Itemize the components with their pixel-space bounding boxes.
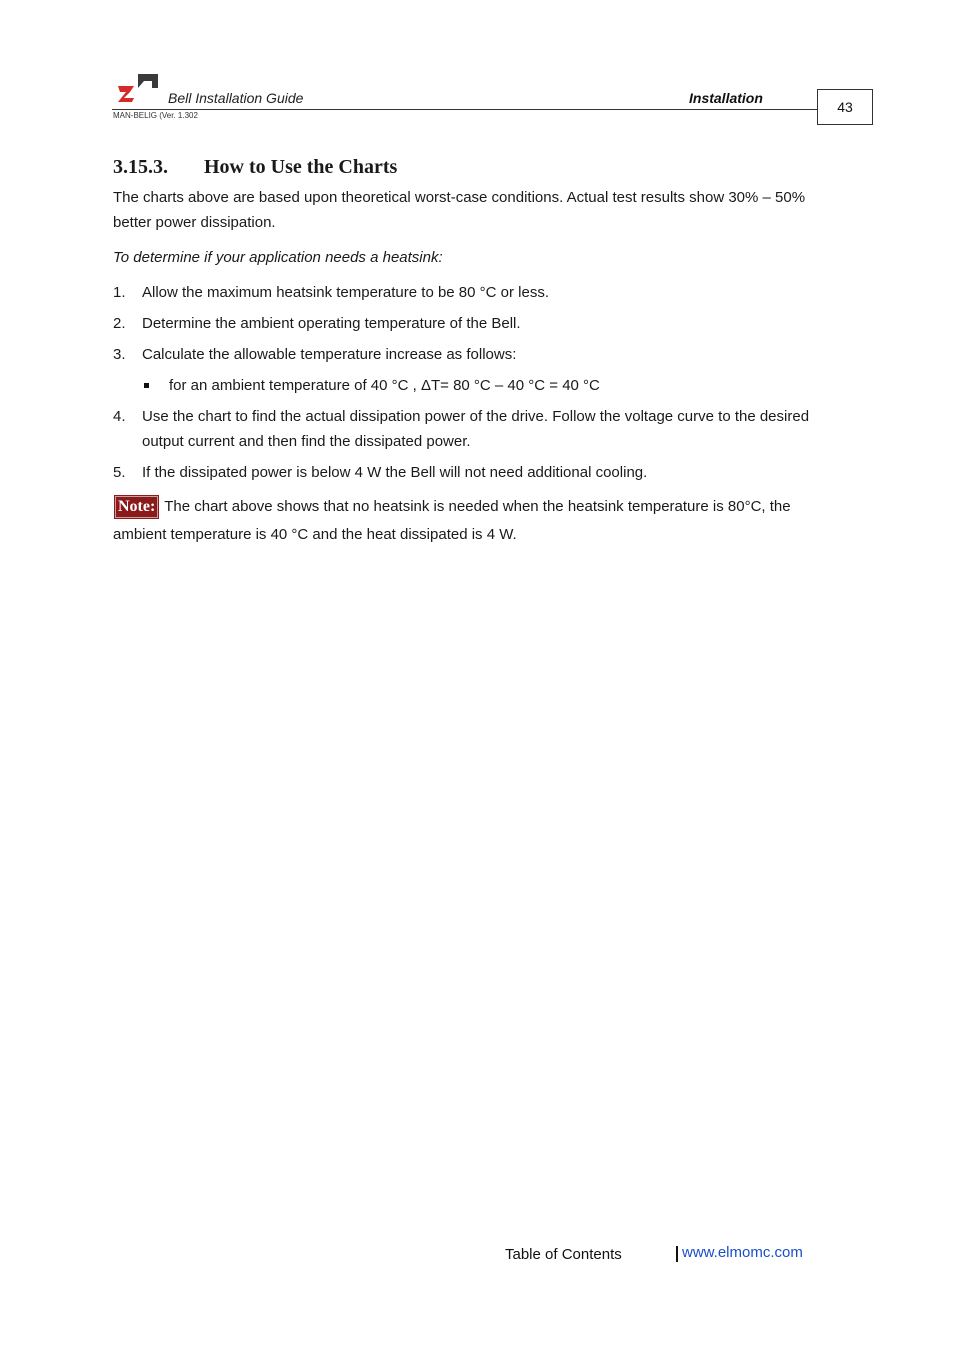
note-block — [113, 493, 823, 549]
step-number: 3. — [113, 346, 126, 363]
step-text: Allow the maximum heatsink temperature to be 80 °C or less. — [142, 284, 550, 301]
footer-divider — [676, 1246, 678, 1262]
main-content — [113, 150, 823, 549]
header-section: Installation — [689, 90, 763, 106]
list-item — [113, 460, 823, 485]
step-number: 5. — [113, 464, 126, 481]
step-text: Use the chart to find the actual dissipation power of the drive. Follow the voltage curve to the desired output current and then find the dissipated power. — [142, 408, 810, 450]
intro-paragraph: The charts above are based upon theoretical worst-case conditions. Actual test results show 30% – 50% better power dissipation. — [113, 189, 806, 231]
list-item — [113, 342, 823, 398]
step-number: 4. — [113, 408, 126, 425]
elmo-logo-icon — [116, 72, 160, 104]
list-item — [113, 311, 823, 336]
note-label: Note: — [115, 496, 158, 518]
footer-toc[interactable]: Table of Contents — [505, 1246, 622, 1263]
footer-website-link[interactable]: www.elmomc.com — [682, 1244, 803, 1261]
square-bullet-icon — [144, 383, 149, 388]
step-text: If the dissipated power is below 4 W the Bell will not need additional cooling. — [142, 464, 648, 481]
header-rule — [112, 109, 817, 110]
sub-list-item — [142, 373, 823, 398]
list-item — [113, 404, 823, 454]
header-doc-id: MAN-BELIG (Ver. 1.302 — [113, 111, 198, 120]
section-number: 3.15.3. — [113, 156, 168, 178]
page-number: 43 — [817, 89, 873, 125]
sub-bullet-text: for an ambient temperature of 40 °C , ΔT= 80 °C – 40 °C = 40 °C — [169, 377, 600, 394]
steps-list — [113, 280, 823, 485]
sub-list — [142, 373, 823, 398]
section-heading — [113, 155, 823, 179]
lead-paragraph: To determine if your application needs a heatsink: — [113, 249, 443, 266]
step-text: Calculate the allowable temperature increase as follows: — [142, 346, 517, 363]
step-number: 2. — [113, 315, 126, 332]
step-number: 1. — [113, 284, 126, 301]
step-text: Determine the ambient operating temperature of the Bell. — [142, 315, 521, 332]
note-text: The chart above shows that no heatsink is needed when the heatsink temperature is 80°C, the ambient temperature is 40 °C and the heat dissipated is 4 W. — [113, 498, 791, 543]
section-title: How to Use the Charts — [204, 156, 398, 178]
header-title: Bell Installation Guide — [168, 90, 304, 106]
list-item — [113, 280, 823, 305]
